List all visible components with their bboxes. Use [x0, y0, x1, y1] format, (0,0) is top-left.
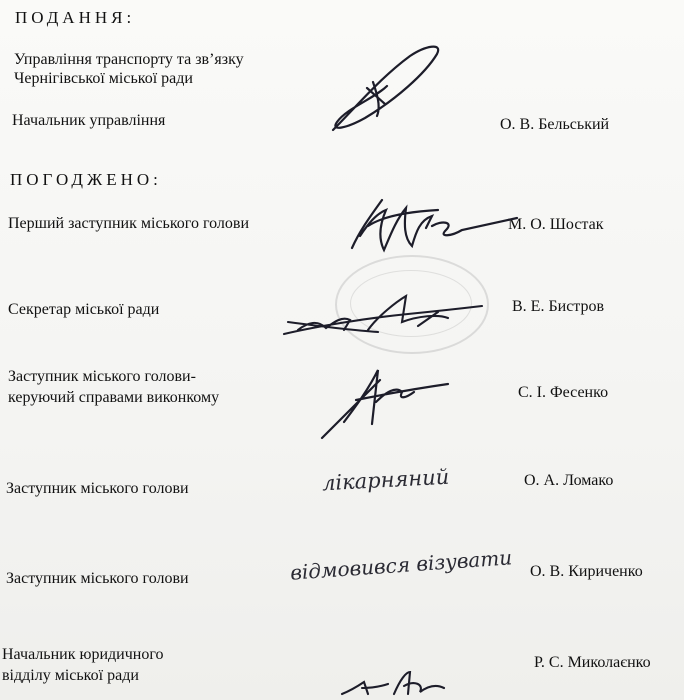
signature-belskyi: [325, 38, 455, 138]
approved-row-5-note: відмовився візувати: [289, 545, 513, 585]
approved-row-4-name: О. А. Ломако: [524, 472, 614, 489]
approved-row-3-position-line2: керуючий справами виконкому: [8, 389, 220, 406]
approved-row-3-position-line1: Заступник міського голови-: [8, 368, 196, 385]
submitted-dept-line1: Управління транспорту та зв’язку: [14, 51, 244, 68]
approved-heading: ПОГОДЖЕНО:: [10, 170, 162, 189]
approved-row-6-name: Р. С. Миколаєнко: [534, 654, 651, 671]
signature-fesenko: [316, 362, 456, 444]
approved-row-5-name: О. В. Кириченко: [530, 563, 643, 580]
approved-row-2-name: В. Е. Бистров: [512, 298, 605, 315]
signature-mykolaienko: [338, 666, 448, 700]
submitted-dept-line2: Чернігівської міської ради: [14, 70, 193, 87]
approved-row-5-position: Заступник міського голови: [6, 570, 189, 587]
approved-row-4-position: Заступник міського голови: [6, 480, 189, 497]
approved-row-1-name: М. О. Шостак: [508, 216, 604, 233]
signature-shostak: [342, 180, 522, 270]
submitted-position: Начальник управління: [12, 112, 166, 129]
approved-row-2-position: Секретар міської ради: [8, 301, 160, 318]
submitted-heading: ПОДАННЯ:: [15, 8, 136, 27]
signature-bystrov: [278, 286, 488, 346]
approved-row-6-position-line2: відділу міської ради: [2, 667, 139, 684]
approved-row-6-position-line1: Начальник юридичного: [2, 646, 164, 663]
approved-row-4-note: лікарняний: [321, 464, 450, 496]
approved-row-1-position: Перший заступник міського голови: [8, 215, 250, 232]
submitted-name: О. В. Бельський: [500, 116, 610, 133]
approved-row-3-name: С. І. Фесенко: [518, 384, 609, 401]
